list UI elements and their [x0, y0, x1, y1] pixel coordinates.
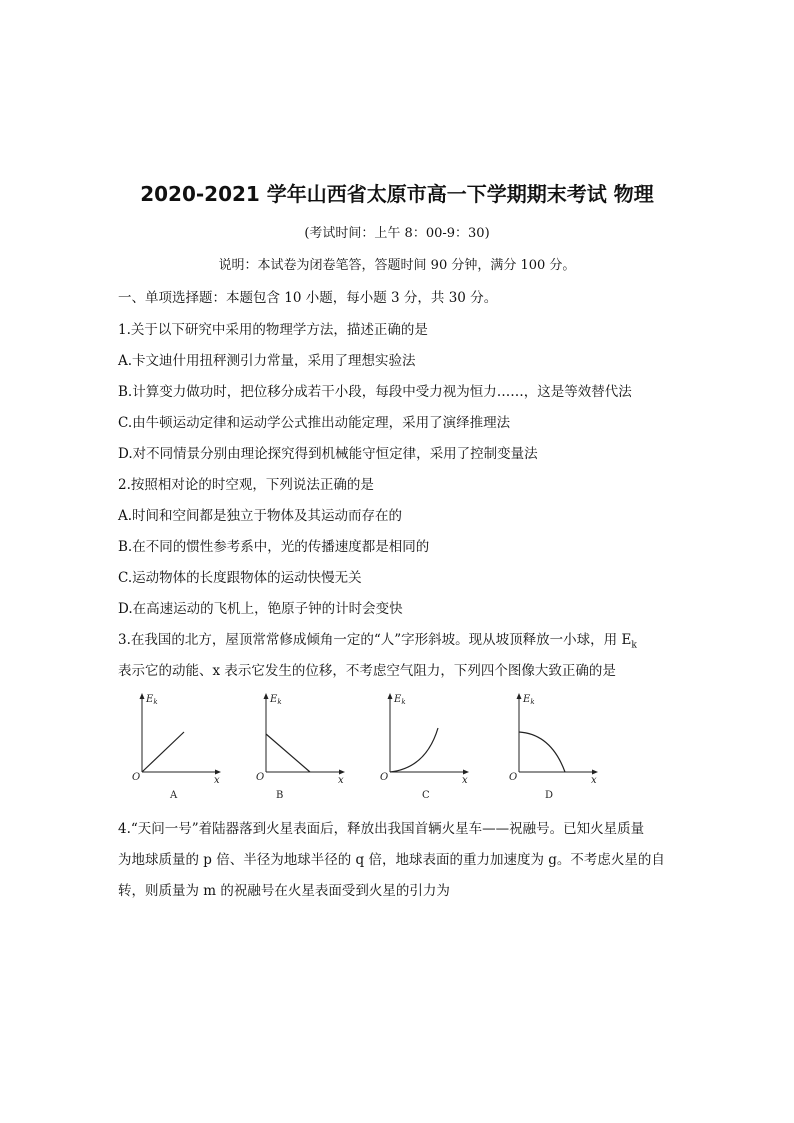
graph-d-x-label: x — [591, 775, 597, 786]
q1-option-b: B.计算变力做功时，把位移分成若干小段，每段中受力视为恒力……，这是等效替代法 — [118, 384, 632, 400]
graph-c-curve — [390, 728, 438, 772]
graph-c-label: C — [422, 790, 430, 801]
graph-b — [252, 690, 352, 802]
q3-stem-line1 — [118, 628, 637, 651]
q2-option-c: C.运动物体的长度跟物体的运动快慢无关 — [118, 570, 362, 586]
graph-b-curve — [266, 734, 310, 772]
section-heading: 一、单项选择题：本题包含 10 小题，每小题 3 分，共 30 分。 — [118, 290, 498, 306]
graph-d-origin: O — [509, 772, 518, 783]
graph-c-x-label: x — [462, 775, 468, 786]
q2-option-a: A.时间和空间都是独立于物体及其运动而存在的 — [118, 508, 403, 524]
q3-stem-line2: 表示它的动能、x 表示它发生的位移，不考虑空气阻力，下列四个图像大致正确的是 — [118, 663, 616, 679]
graph-a — [128, 690, 228, 802]
q1-option-a: A.卡文迪什用扭秤测引力常量，采用了理想实验法 — [118, 353, 416, 369]
graph-b-label: B — [276, 790, 284, 801]
graph-d-curve — [519, 732, 565, 772]
exam-note: 说明：本试卷为闭卷笔答，答题时间 90 分钟，满分 100 分。 — [218, 258, 576, 273]
graph-c-origin: O — [380, 772, 389, 783]
q4-line3: 转，则质量为 m 的祝融号在火星表面受到火星的引力为 — [118, 883, 450, 899]
q1-option-c: C.由牛顿运动定律和运动学公式推出动能定理，采用了演绎推理法 — [118, 415, 511, 431]
graph-a-y-label: $E_k$ — [146, 694, 158, 706]
graph-b-origin: O — [256, 772, 265, 783]
graph-a-origin: O — [132, 772, 141, 783]
exam-title: 2020-2021 学年山西省太原市高一下学期期末考试 物理 — [140, 182, 654, 206]
graph-c-y-label: $E_k$ — [394, 694, 406, 706]
graph-a-x-label: x — [214, 775, 220, 786]
graph-b-x-label: x — [338, 775, 344, 786]
q2-stem: 2.按照相对论的时空观，下列说法正确的是 — [118, 477, 374, 493]
graph-a-label: A — [170, 790, 178, 801]
q4-line2: 为地球质量的 p 倍、半径为地球半径的 q 倍，地球表面的重力加速度为 g。不考虑火星的自 — [118, 852, 665, 868]
q4-line1: 4.“天问一号”着陆器落到火星表面后，释放出我国首辆火星车——祝融号。已知火星质量 — [118, 821, 645, 837]
graph-a-curve — [142, 732, 184, 772]
exam-time: (考试时间：上午 8：00-9：30) — [304, 226, 490, 241]
graph-c — [376, 690, 476, 802]
q1-stem: 1.关于以下研究中采用的物理学方法，描述正确的是 — [118, 322, 428, 338]
graph-d — [505, 690, 605, 802]
q2-option-b: B.在不同的惯性参考系中，光的传播速度都是相同的 — [118, 539, 430, 555]
q3-stem-text: 3.在我国的北方，屋顶常常修成倾角一定的“人”字形斜坡。现从坡顶释放一小球，用 E — [118, 632, 632, 648]
graph-b-y-label: $E_k$ — [270, 694, 282, 706]
q3-stem-subscript: k — [631, 640, 637, 651]
q1-option-d: D.对不同情景分别由理论探究得到机械能守恒定律，采用了控制变量法 — [118, 446, 538, 462]
q2-option-d: D.在高速运动的飞机上，铯原子钟的计时会变快 — [118, 601, 403, 617]
graph-d-label: D — [545, 790, 554, 801]
graph-d-y-label: $E_k$ — [523, 694, 535, 706]
